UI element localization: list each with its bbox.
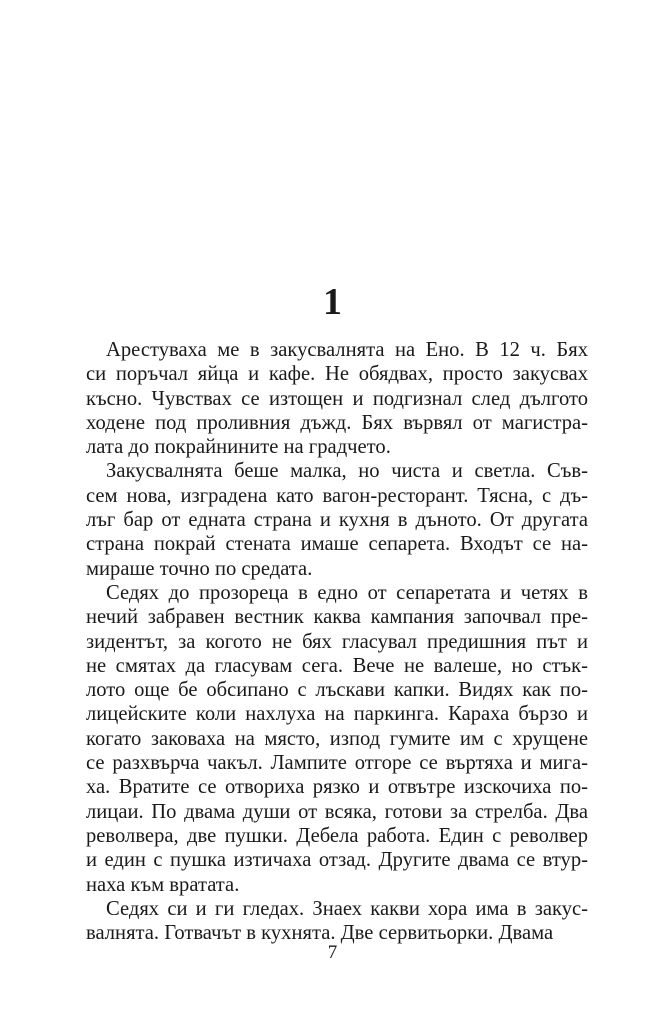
text-line: мираше точно по средата. (86, 557, 313, 580)
text-line: Арестуваха ме в закусвалнята на Ено. В 12 ч. Бях (106, 339, 588, 361)
paragraph (86, 897, 588, 946)
text-line: си поръчал яйца и кафе. Не обядвах, просто закусвах (86, 363, 588, 386)
text-line: револвера, две пушки. Дебела работа. Един с револвер (86, 824, 588, 847)
text-line: сем нова, изградена като вагон-ресторант. Тясна, с дъ- (86, 484, 588, 507)
text-line: наха към вратата. (86, 873, 240, 896)
text-line: когато заковаха на място, изпод гумите им с хрущене (86, 727, 588, 750)
paragraph (86, 338, 588, 459)
page-number: 7 (327, 942, 338, 963)
text-line: страна покрай стената имаше сепарета. Входът се на- (86, 533, 588, 556)
text-line: ха. Вратите се отвориха рязко и отвътре изскочиха по- (86, 776, 588, 799)
paragraph (86, 459, 588, 580)
text-line: ходене под проливния дъжд. Бях вървял от магистра- (86, 411, 588, 434)
text-line: не смятах да гласувам сега. Вече не валеше, но стък- (86, 654, 588, 677)
chapter-body-text (86, 338, 588, 945)
text-line: валнята. Готвачът в кухнята. Две сервитьорки. Двама (86, 922, 554, 945)
text-line: лъг бар от едната страна и кухня в дъното. От другата (86, 509, 588, 532)
text-line: и един с пушка изтичаха отзад. Другите двама се втур- (86, 849, 588, 872)
text-line: се разхвърча чакъл. Лампите отгоре се въртяха и мига- (86, 752, 588, 775)
chapter-number: 1 (323, 281, 342, 323)
text-line: зидентът, за когото не бях гласувал предишния път и (86, 630, 588, 653)
text-line: Закусвалнята беше малка, но чиста и светла. Съв- (106, 460, 588, 483)
text-line: лото още бе обсипано с лъскави капки. Видях как по- (86, 679, 588, 702)
text-line: нечий забравен вестник каква кампания започвал пре- (86, 606, 588, 629)
paragraph (86, 581, 588, 897)
text-line: лата до покрайнините на градчето. (86, 436, 391, 459)
text-line: лицейските коли нахлуха на паркинга. Караха бързо и (86, 703, 588, 726)
text-line: лицаи. По двама души от всяка, готови за стрелба. Два (86, 800, 588, 823)
text-line: късно. Чувствах се изтощен и подгизнал след дългото (86, 387, 588, 410)
text-line: Седях до прозореца в едно от сепаретата и четях в (106, 581, 588, 604)
text-line: Седях си и ги гледах. Знаех какви хора има в закус- (106, 897, 588, 920)
